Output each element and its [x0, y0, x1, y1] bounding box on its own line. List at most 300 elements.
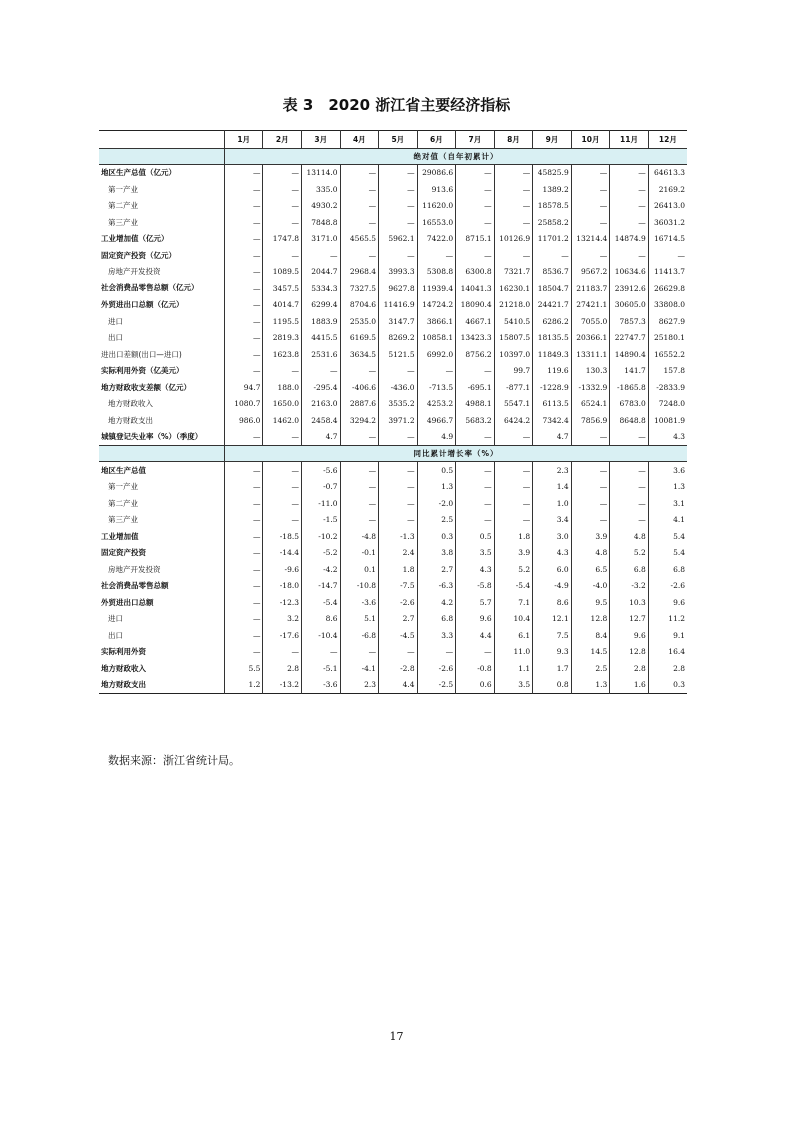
table-cell: -5.1 [302, 660, 341, 677]
table-cell: — [571, 181, 610, 198]
table-cell: 4966.7 [417, 412, 456, 429]
table-cell: 3457.5 [263, 280, 302, 297]
table-cell: 1747.8 [263, 231, 302, 248]
table-cell: 3.9 [494, 545, 533, 562]
table-cell: 4.9 [417, 429, 456, 446]
table-cell: — [494, 164, 533, 181]
table-cell: 4253.2 [417, 396, 456, 413]
table-cell: 157.8 [648, 363, 687, 380]
table-cell: 3971.2 [379, 412, 418, 429]
table-cell: -12.3 [263, 594, 302, 611]
table-cell: 7321.7 [494, 264, 533, 281]
table-cell: 12.7 [610, 611, 649, 628]
table-cell: -0.8 [456, 660, 495, 677]
table-cell: 10126.9 [494, 231, 533, 248]
table-cell: 25180.1 [648, 330, 687, 347]
table-cell: 1.4 [533, 479, 572, 496]
table-cell: — [340, 495, 379, 512]
table-row [99, 346, 687, 363]
table-cell: -0.1 [340, 545, 379, 562]
table-cell: 1.2 [224, 677, 263, 694]
table-cell: 94.7 [224, 379, 263, 396]
table-cell: — [648, 247, 687, 264]
table-cell: 10.3 [610, 594, 649, 611]
table-row [99, 247, 687, 264]
table-cell: -11.0 [302, 495, 341, 512]
table-cell: — [379, 429, 418, 446]
table-cell: 3535.2 [379, 396, 418, 413]
table-cell: 8756.2 [456, 346, 495, 363]
row-label: 房地产开发投资 [108, 564, 161, 574]
table-cell: 22747.7 [610, 330, 649, 347]
table-cell: -6.3 [417, 578, 456, 595]
table-cell: -3.2 [610, 578, 649, 595]
table-cell: 6.0 [533, 561, 572, 578]
table-cell: 4014.7 [263, 297, 302, 314]
table-cell: 20366.1 [571, 330, 610, 347]
table-cell: -9.6 [263, 561, 302, 578]
table-row [99, 594, 687, 611]
data-source-note: 数据来源：浙江省统计局。 [108, 754, 240, 767]
table-row [99, 412, 687, 429]
table-cell: — [224, 330, 263, 347]
row-label: 实际利用外资 [101, 647, 146, 657]
table-cell: 30605.0 [610, 297, 649, 314]
table-cell: 1.6 [610, 677, 649, 694]
row-label: 出口 [108, 333, 123, 343]
table-cell: 0.5 [417, 462, 456, 479]
table-cell: — [379, 512, 418, 529]
table-cell: — [533, 247, 572, 264]
table-cell: 10081.9 [648, 412, 687, 429]
table-cell: 5308.8 [417, 264, 456, 281]
table-cell: 4415.5 [302, 330, 341, 347]
table-cell: -3.6 [340, 594, 379, 611]
row-label: 房地产开发投资 [108, 267, 161, 277]
table-cell: 6.1 [494, 627, 533, 644]
table-cell: 1.8 [379, 561, 418, 578]
table-cell: 13423.3 [456, 330, 495, 347]
table-cell: — [379, 644, 418, 661]
table-cell: 2.4 [379, 545, 418, 562]
table-cell: — [456, 363, 495, 380]
table-row [99, 198, 687, 215]
table-cell: 3993.3 [379, 264, 418, 281]
table-cell: — [571, 164, 610, 181]
table-cell: 7422.0 [417, 231, 456, 248]
table-cell: 11413.7 [648, 264, 687, 281]
table-cell: 4.3 [456, 561, 495, 578]
table-cell: 7342.4 [533, 412, 572, 429]
table-cell: 27421.1 [571, 297, 610, 314]
table-cell: 16230.1 [494, 280, 533, 297]
table-cell: -2.6 [648, 578, 687, 595]
table-cell: 8536.7 [533, 264, 572, 281]
table-cell: 5.7 [456, 594, 495, 611]
row-label: 出口 [108, 630, 123, 640]
table-cell: — [456, 247, 495, 264]
table-cell: 6.8 [648, 561, 687, 578]
table-cell: 14724.2 [417, 297, 456, 314]
table-cell: — [571, 512, 610, 529]
table-body [99, 148, 687, 694]
table-cell: — [340, 214, 379, 231]
table-cell: 2535.0 [340, 313, 379, 330]
table-cell: 9.5 [571, 594, 610, 611]
table-cell: 3.0 [533, 528, 572, 545]
table-cell: 1.0 [533, 495, 572, 512]
table-cell: 10858.1 [417, 330, 456, 347]
economic-indicators-table-container [99, 130, 687, 694]
table-row [99, 181, 687, 198]
table-cell: 10397.0 [494, 346, 533, 363]
table-cell: 14890.4 [610, 346, 649, 363]
table-cell: — [610, 247, 649, 264]
table-row [99, 677, 687, 694]
table-cell: — [610, 214, 649, 231]
row-label: 进口 [108, 614, 123, 624]
table-cell: -4.2 [302, 561, 341, 578]
row-label: 外贸进出口总额（亿元） [101, 300, 184, 310]
table-cell: 18135.5 [533, 330, 572, 347]
table-row [99, 214, 687, 231]
table-cell: 0.1 [340, 561, 379, 578]
table-cell: 64613.3 [648, 164, 687, 181]
table-cell: 1389.2 [533, 181, 572, 198]
table-cell: 7.5 [533, 627, 572, 644]
table-cell: — [224, 346, 263, 363]
table-cell: 1.8 [494, 528, 533, 545]
table-cell: 3171.0 [302, 231, 341, 248]
table-cell: — [379, 164, 418, 181]
table-cell: 1.3 [648, 479, 687, 496]
table-cell: — [263, 495, 302, 512]
table-cell: -2.6 [417, 660, 456, 677]
table-row [99, 545, 687, 562]
row-label: 工业增加值 [101, 531, 139, 541]
row-label: 第三产业 [108, 515, 138, 525]
table-cell: 0.5 [456, 528, 495, 545]
table-cell: 3866.1 [417, 313, 456, 330]
table-cell: -2.5 [417, 677, 456, 694]
row-label: 地方财政收入 [108, 399, 153, 409]
month-header: 6月 [417, 131, 456, 149]
table-cell: 16553.0 [417, 214, 456, 231]
table-cell: 16.4 [648, 644, 687, 661]
table-cell: — [379, 363, 418, 380]
table-row [99, 528, 687, 545]
table-cell: — [263, 644, 302, 661]
table-cell: 4.2 [417, 594, 456, 611]
table-cell: -695.1 [456, 379, 495, 396]
table-cell: — [224, 198, 263, 215]
table-cell: 2.8 [648, 660, 687, 677]
table-row [99, 379, 687, 396]
table-cell: — [263, 363, 302, 380]
table-cell: 8648.8 [610, 412, 649, 429]
table-cell: 6.8 [417, 611, 456, 628]
table-cell: — [340, 644, 379, 661]
table-cell: — [379, 495, 418, 512]
table-cell: — [494, 214, 533, 231]
table-cell: 1195.5 [263, 313, 302, 330]
table-cell: -2.0 [417, 495, 456, 512]
table-cell: 4565.5 [340, 231, 379, 248]
month-header: 5月 [379, 131, 418, 149]
table-cell: -4.5 [379, 627, 418, 644]
table-cell: — [302, 247, 341, 264]
section-header-blank [99, 446, 224, 462]
row-label: 城镇登记失业率（%）（季度） [101, 431, 203, 441]
table-cell: 1080.7 [224, 396, 263, 413]
table-row [99, 231, 687, 248]
table-cell: 1462.0 [263, 412, 302, 429]
row-label: 社会消费品零售总额（亿元） [101, 283, 199, 292]
table-row [99, 396, 687, 413]
table-cell: 4.8 [610, 528, 649, 545]
table-cell: 5121.5 [379, 346, 418, 363]
table-cell: 913.6 [417, 181, 456, 198]
table-cell: 18090.4 [456, 297, 495, 314]
table-title: 表 3 2020 浙江省主要经济指标 [282, 96, 511, 114]
table-cell: 2169.2 [648, 181, 687, 198]
table-cell: — [224, 264, 263, 281]
table-cell: — [224, 545, 263, 562]
table-cell: — [456, 198, 495, 215]
table-cell: — [379, 247, 418, 264]
table-cell: — [224, 363, 263, 380]
table-cell: — [494, 462, 533, 479]
table-cell: — [340, 363, 379, 380]
table-row [99, 495, 687, 512]
table-cell: — [571, 479, 610, 496]
table-cell: 1623.8 [263, 346, 302, 363]
table-cell: 3147.7 [379, 313, 418, 330]
table-cell: 25858.2 [533, 214, 572, 231]
table-cell: — [263, 247, 302, 264]
table-cell: 3.9 [571, 528, 610, 545]
table-cell: -436.0 [379, 379, 418, 396]
table-cell: 11701.2 [533, 231, 572, 248]
table-cell: 7848.8 [302, 214, 341, 231]
table-cell: — [224, 462, 263, 479]
table-cell: -18.0 [263, 578, 302, 595]
table-cell: — [224, 627, 263, 644]
table-cell: 12.8 [610, 644, 649, 661]
table-row [99, 264, 687, 281]
table-cell: 3634.5 [340, 346, 379, 363]
month-header: 12月 [648, 131, 687, 149]
table-cell: — [456, 495, 495, 512]
month-header: 7月 [456, 131, 495, 149]
table-cell: — [456, 429, 495, 446]
page-number: 17 [389, 1030, 404, 1043]
table-cell: 16714.5 [648, 231, 687, 248]
row-label: 第三产业 [108, 217, 138, 227]
table-cell: — [263, 181, 302, 198]
table-cell: 4930.2 [302, 198, 341, 215]
table-cell: — [494, 495, 533, 512]
month-header: 2月 [263, 131, 302, 149]
table-cell: 1.3 [571, 677, 610, 694]
table-cell: 11620.0 [417, 198, 456, 215]
table-cell: 45825.9 [533, 164, 572, 181]
table-cell: — [340, 247, 379, 264]
table-cell: 8269.2 [379, 330, 418, 347]
table-cell: -5.2 [302, 545, 341, 562]
table-cell: 9.3 [533, 644, 572, 661]
header-corner [99, 131, 224, 149]
table-cell: — [224, 214, 263, 231]
table-cell: -0.7 [302, 479, 341, 496]
table-cell: 6992.0 [417, 346, 456, 363]
header-row [99, 131, 687, 149]
table-cell: -5.4 [494, 578, 533, 595]
table-cell: 6169.5 [340, 330, 379, 347]
table-cell: — [340, 479, 379, 496]
table-cell: 6286.2 [533, 313, 572, 330]
table-cell: — [379, 181, 418, 198]
table-cell: 12.1 [533, 611, 572, 628]
table-cell: — [224, 495, 263, 512]
table-cell: — [456, 644, 495, 661]
table-cell: 11849.3 [533, 346, 572, 363]
table-cell: 2.5 [417, 512, 456, 529]
table-cell: 10.4 [494, 611, 533, 628]
table-row [99, 297, 687, 314]
table-cell: 4.4 [379, 677, 418, 694]
table-cell: 5683.2 [456, 412, 495, 429]
table-cell: 23912.6 [610, 280, 649, 297]
table-cell: 2.8 [263, 660, 302, 677]
table-cell: 7.1 [494, 594, 533, 611]
table-cell: 21183.7 [571, 280, 610, 297]
table-row [99, 578, 687, 595]
table-cell: 7248.0 [648, 396, 687, 413]
table-cell: 2163.0 [302, 396, 341, 413]
table-cell: — [263, 479, 302, 496]
table-cell: 18504.7 [533, 280, 572, 297]
row-label: 固定资产投资（亿元） [101, 250, 176, 260]
table-cell: — [224, 429, 263, 446]
section-header-row [99, 446, 687, 462]
table-cell: 26629.8 [648, 280, 687, 297]
table-cell: 99.7 [494, 363, 533, 380]
table-row [99, 462, 687, 479]
economic-indicators-table [99, 130, 687, 694]
table-cell: -10.4 [302, 627, 341, 644]
table-cell: 14874.9 [610, 231, 649, 248]
row-label: 外贸进出口总额 [101, 597, 154, 607]
table-cell: 9.1 [648, 627, 687, 644]
table-cell: 2.7 [417, 561, 456, 578]
table-cell: — [379, 198, 418, 215]
table-cell: 11416.9 [379, 297, 418, 314]
table-cell: 3.3 [417, 627, 456, 644]
table-cell: -295.4 [302, 379, 341, 396]
section-title: 同比累计增长率（%） [224, 446, 687, 462]
table-cell: 13311.1 [571, 346, 610, 363]
row-label: 第一产业 [108, 482, 138, 492]
table-cell: -14.7 [302, 578, 341, 595]
table-cell: 5547.1 [494, 396, 533, 413]
table-cell: -406.6 [340, 379, 379, 396]
table-cell: -1865.8 [610, 379, 649, 396]
section-header-blank [99, 148, 224, 164]
table-cell: — [224, 297, 263, 314]
table-cell: — [224, 479, 263, 496]
table-row [99, 627, 687, 644]
table-cell: — [263, 214, 302, 231]
table-cell: -2833.9 [648, 379, 687, 396]
table-cell: 3.1 [648, 495, 687, 512]
table-cell: — [610, 198, 649, 215]
table-cell: -1228.9 [533, 379, 572, 396]
table-cell: 130.3 [571, 363, 610, 380]
table-cell: 7055.0 [571, 313, 610, 330]
table-cell: 6524.1 [571, 396, 610, 413]
table-cell: — [224, 644, 263, 661]
table-cell: 3.2 [263, 611, 302, 628]
table-cell: 5410.5 [494, 313, 533, 330]
table-cell: 3.5 [456, 545, 495, 562]
table-cell: 36031.2 [648, 214, 687, 231]
table-cell: 3.5 [494, 677, 533, 694]
row-label: 固定资产投资 [101, 548, 146, 558]
table-cell: 1.1 [494, 660, 533, 677]
table-row [99, 512, 687, 529]
table-cell: — [456, 462, 495, 479]
row-label: 地方财政支出 [108, 415, 153, 425]
table-cell: 9567.2 [571, 264, 610, 281]
table-cell: — [224, 247, 263, 264]
table-cell: — [456, 214, 495, 231]
table-cell: 1650.0 [263, 396, 302, 413]
table-cell: — [340, 181, 379, 198]
table-cell: 1.7 [533, 660, 572, 677]
table-cell: 2887.6 [340, 396, 379, 413]
table-cell: 1.3 [417, 479, 456, 496]
table-cell: -5.4 [302, 594, 341, 611]
table-cell: 2044.7 [302, 264, 341, 281]
table-row [99, 479, 687, 496]
table-cell: 335.0 [302, 181, 341, 198]
table-cell: -14.4 [263, 545, 302, 562]
table-cell: 4.4 [456, 627, 495, 644]
row-label: 地方财政支出 [101, 680, 146, 690]
table-cell: — [610, 164, 649, 181]
table-cell: 1883.9 [302, 313, 341, 330]
table-cell: -5.8 [456, 578, 495, 595]
table-cell: — [417, 363, 456, 380]
month-header: 8月 [494, 131, 533, 149]
table-cell: — [494, 479, 533, 496]
row-label: 进口 [108, 316, 123, 326]
table-cell: 4.7 [302, 429, 341, 446]
table-cell: — [340, 512, 379, 529]
month-header: 1月 [224, 131, 263, 149]
table-cell: 3.4 [533, 512, 572, 529]
table-cell: 2968.4 [340, 264, 379, 281]
table-cell: — [610, 181, 649, 198]
month-header: 9月 [533, 131, 572, 149]
table-row [99, 561, 687, 578]
table-cell: -6.8 [340, 627, 379, 644]
table-cell: 2.7 [379, 611, 418, 628]
table-row [99, 644, 687, 661]
month-header: 4月 [340, 131, 379, 149]
table-cell: — [224, 313, 263, 330]
